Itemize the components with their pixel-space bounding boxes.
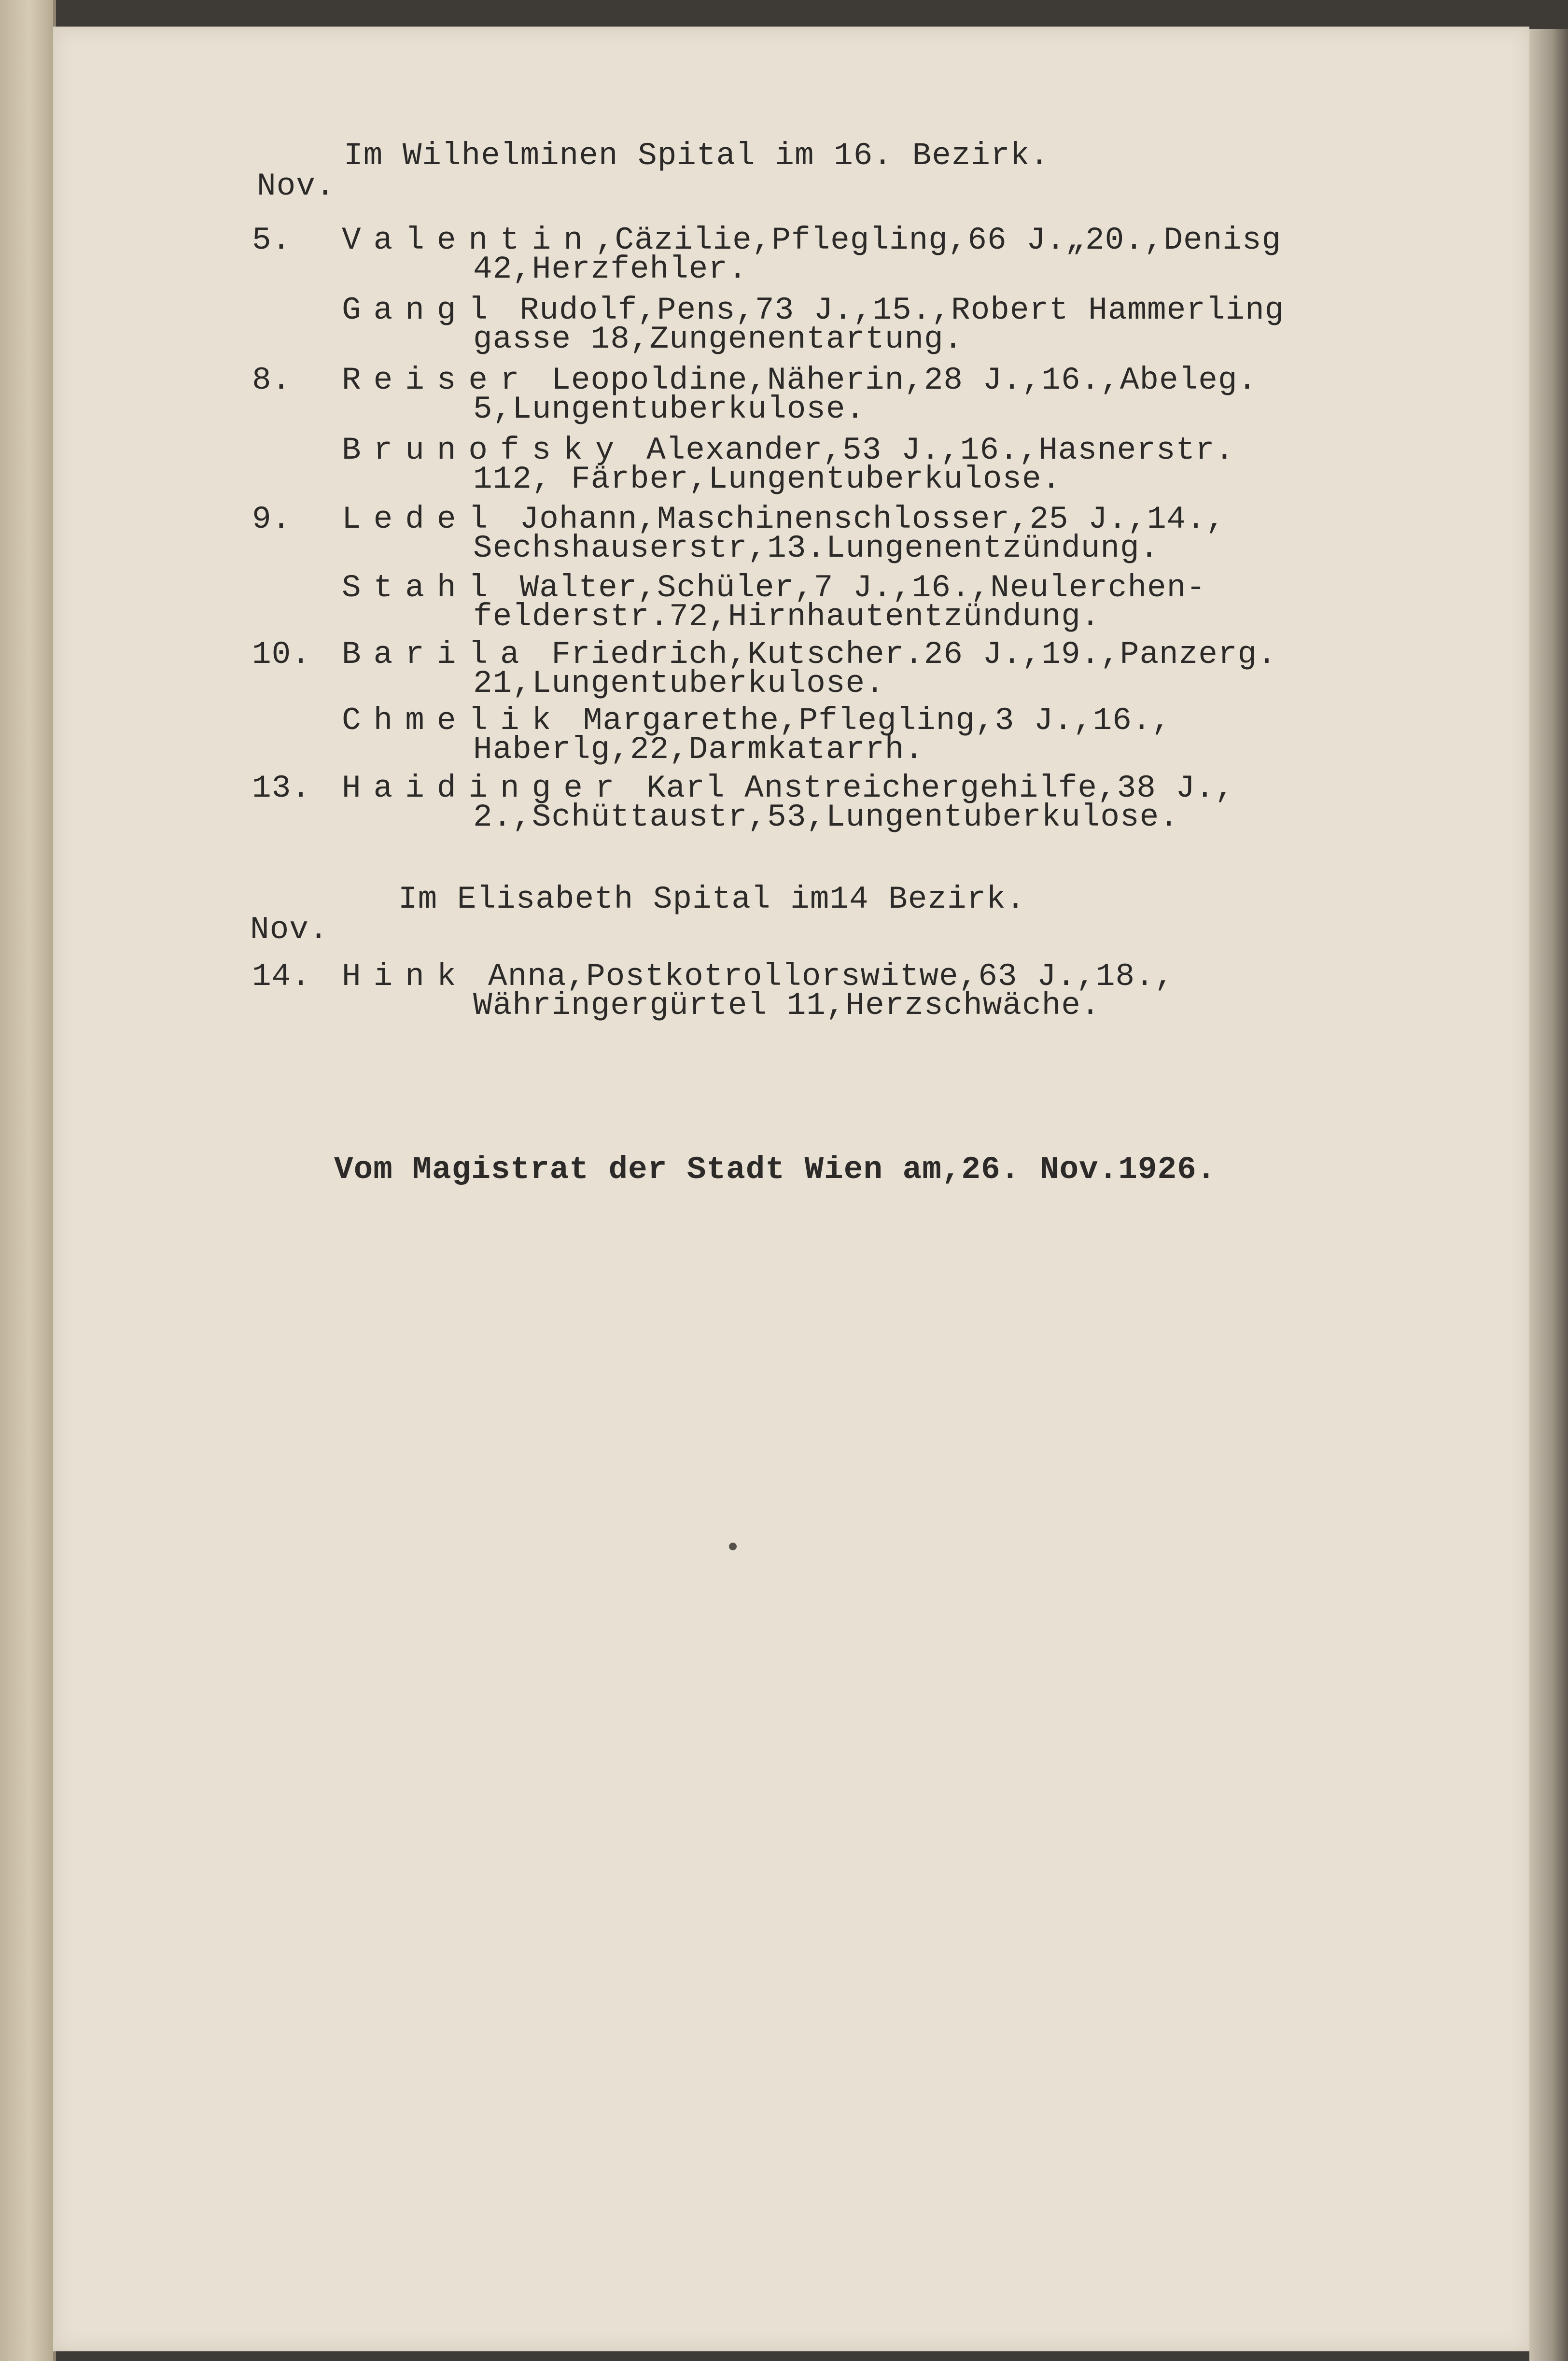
entry-surname: Brunofsky (342, 432, 627, 468)
entry-surname: Gangl (342, 292, 501, 328)
entry-details: Friedrich,Kutscher.26 J.,19.,Panzerg. (532, 636, 1277, 673)
entry-details: Rudolf,Pens,73 J.,15.,Robert Hammerling (500, 292, 1285, 328)
footer-signature-line: Vom Magistrat der Stadt Wien am,26. Nov.1926. (334, 1152, 1217, 1188)
entry-continuation: felderstr.72,Hirnhautentzündung. (473, 599, 1101, 635)
document-page (53, 27, 1529, 2351)
entry-details: Alexander,53 J.,16.,Hasnerstr. (627, 432, 1235, 468)
section-heading-elisabeth: Im Elisabeth Spital im14 Bezirk. (398, 881, 1026, 917)
entry-surname: Barila (342, 636, 532, 673)
entry-continuation: 21,Lungentuberkulose. (473, 665, 885, 702)
entry-details: Margarethe,Pflegling,3 J.,16., (563, 703, 1172, 739)
entry-continuation: 5,Lungentuberkulose. (473, 391, 866, 427)
entry-continuation: gasse 18,Zungenentartung. (473, 321, 964, 357)
entry-continuation: 2.,Schüttaustr,53,Lungentuberkulose. (473, 799, 1179, 835)
entry-details: Walter,Schüler,7 J.,16.,Neulerchen- (500, 570, 1206, 606)
entry-details: Johann,Maschinenschlosser,25 J.,14., (500, 501, 1226, 537)
entry-day: 9. (252, 501, 292, 537)
entry-day: 13. (252, 770, 311, 806)
book-spine (0, 0, 56, 2361)
entry-day: 10. (252, 636, 311, 673)
entry-surname: Reiser (342, 362, 532, 398)
entry-day: 14. (252, 958, 311, 995)
entry-details: Leopoldine,Näherin,28 J.,16.,Abeleg. (532, 362, 1258, 398)
entry-day: 5. (252, 222, 292, 258)
entry-details: Anna,Postkotrollorswitwe,63 J.,18., (468, 958, 1175, 995)
section-heading-wilhelminen: Im Wilhelminen Spital im 16. Bezirk. (344, 138, 1050, 174)
entry-surname: Chmelik (342, 703, 564, 739)
entry-continuation: Sechshauserstr,13.Lungenentzündung. (473, 530, 1160, 566)
month-label: Nov. (250, 912, 329, 948)
month-label: Nov. (257, 168, 336, 204)
entry-continuation: Währingergürtel 11,Herzschwäche. (473, 987, 1101, 1024)
entry-continuation: 42,Herzfehler. (473, 251, 748, 287)
entry-surname: Hink (342, 958, 469, 995)
entry-details: Karl Anstreichergehilfe,38 J., (627, 770, 1235, 806)
paper-speck (729, 1543, 737, 1550)
entry-surname: Ledel (342, 501, 501, 537)
entry-continuation: 112, Färber,Lungentuberkulose. (473, 461, 1062, 497)
entry-details: ,Cäzilie,Pflegling,66 J.„20.,Denisg (595, 222, 1282, 258)
entry-day: 8. (252, 362, 292, 398)
typed-text-area (53, 27, 1529, 2351)
entry-surname: Stahl (342, 570, 501, 606)
entry-surname: Haidinger (342, 770, 627, 806)
entry-surname: Valentin (342, 222, 595, 258)
page-edge (1529, 29, 1568, 2361)
entry-continuation: Haberlg,22,Darmkatarrh. (473, 731, 924, 768)
